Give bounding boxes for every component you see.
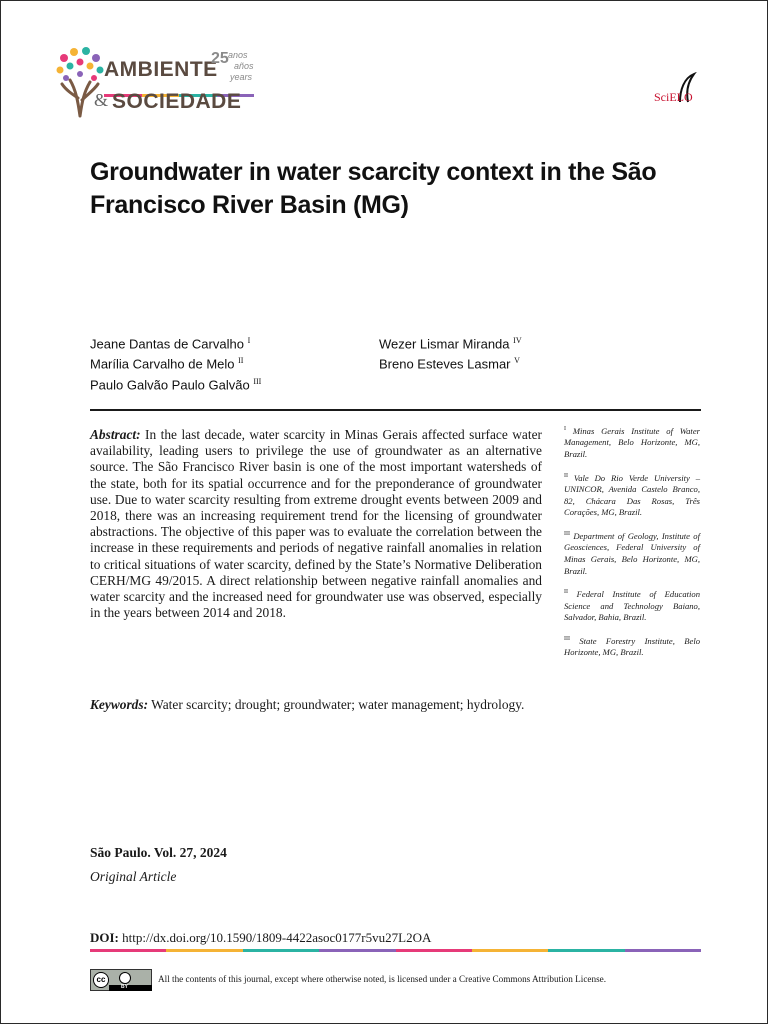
author[interactable] [379, 332, 522, 352]
affiliation-text: Vale Do Rio Verde University – UNINCOR, Avenida Castelo Branco, 82, Chácara Das Rosas, Três Corações, MG, Brazil. [564, 472, 700, 518]
affiliation-mark: I [564, 426, 566, 432]
author[interactable] [90, 373, 261, 393]
publication-place-volume: São Paulo. Vol. 27, 2024 [90, 845, 227, 860]
author-name: Marília Carvalho de Melo [90, 356, 235, 372]
affiliation [564, 529, 700, 577]
author-mark: V [514, 356, 520, 366]
affiliation-mark: II [564, 472, 568, 479]
by-bar [109, 985, 152, 991]
anniversary-word-en: years [230, 72, 253, 82]
anniversary-word-pt: anos [228, 50, 248, 60]
scielo-logo[interactable] [650, 72, 710, 112]
cc-by-license-badge[interactable] [90, 969, 152, 991]
author[interactable] [379, 352, 522, 372]
footer-color-rule [90, 949, 701, 952]
affiliation-text: State Forestry Institute, Belo Horizonte, MG, Brazil. [564, 635, 700, 658]
affiliation [564, 587, 700, 624]
article-type: Original Article [90, 869, 177, 884]
journal-name-line2: SOCIEDADE [112, 90, 242, 113]
doi-label: DOI: [90, 930, 119, 945]
author-mark: II [238, 356, 244, 366]
authors-right-column [379, 332, 522, 373]
affiliations [564, 424, 700, 669]
abstract-label: Abstract: [90, 427, 141, 442]
doi [90, 930, 431, 946]
author-name: Wezer Lismar Miranda [379, 336, 510, 352]
affiliation-text: Federal Institute of Education Science and Technology Baiano, Salvador, Bahia, Brazil. [564, 588, 700, 623]
affiliation [564, 634, 700, 659]
by-label: BY [121, 984, 128, 990]
scielo-label: SciELO [654, 90, 693, 104]
brand-color-rule [104, 84, 254, 87]
keywords-label: Keywords: [90, 697, 149, 712]
affiliation-mark: II [564, 589, 568, 596]
author-mark: I [247, 336, 251, 345]
authors-left-column [90, 332, 261, 393]
anniversary-word-es: años [234, 61, 254, 71]
header-divider [90, 409, 701, 411]
affiliation-text: Department of Geology, Institute of Geosciences, Federal University of Minas Gerais, Belo Horizonte, MG, Brazil. [564, 530, 700, 576]
article-title: Groundwater in water scarcity context in the São Francisco River Basin (MG) [90, 158, 657, 219]
affiliation [564, 424, 700, 461]
author[interactable] [90, 352, 261, 372]
abstract-text: In the last decade, water scarcity in Minas Gerais affected surface water availability, leading users to privilege the use of groundwater as an alternative source. The São Francisco River basin is one of the most important watersheds of the state, both for its spatial occurrence and for the preponderance of groundwater use. Due to water scarcity resulting from extreme drought events between 2009 and 2018, there was an increasing requirement trend for the licensing of groundwater abstractions. The objective of this paper was to evaluate the correlation between the increase in these requirements and periods of negative rainfall anomalies in relation to critical situations of water scarcity, defined by the State’s Normative Deliberation CERH/MG 49/2015. A direct relationship between negative rainfall anomalies and water scarcity and the increased need for groundwater use was observed, especially in the years between 2014 and 2018. [90, 427, 542, 621]
author-name: Paulo Galvão Paulo Galvão [90, 376, 250, 392]
journal-logo [56, 44, 266, 120]
keywords-text: Water scarcity; drought; groundwater; water management; hydrology. [151, 697, 525, 712]
affiliation-text: Minas Gerais Institute of Water Management, Belo Horizonte, MG, Brazil. [564, 425, 700, 460]
affiliation-mark: III [564, 635, 570, 642]
abstract [90, 427, 542, 621]
anniversary-number: 25 [211, 50, 229, 67]
author[interactable] [90, 332, 261, 352]
license-text: All the contents of this journal, except where otherwise noted, is licensed under a Creative Commons Attribution License. [158, 974, 607, 984]
journal-ampersand: & [94, 90, 109, 110]
author-mark: IV [513, 336, 522, 345]
keywords [90, 697, 542, 713]
affiliation [564, 471, 700, 519]
person-icon [119, 972, 131, 984]
doi-link[interactable]: http://dx.doi.org/10.1590/1809-4422asoc0177r5vu27L2OA [122, 930, 432, 945]
author-mark: III [253, 376, 262, 386]
cc-icon: cc [93, 972, 109, 988]
author-name: Jeane Dantas de Carvalho [90, 336, 244, 352]
affiliation-mark: III [564, 530, 570, 537]
journal-name-line1: AMBIENTE [104, 58, 218, 81]
author-name: Breno Esteves Lasmar [379, 356, 511, 372]
